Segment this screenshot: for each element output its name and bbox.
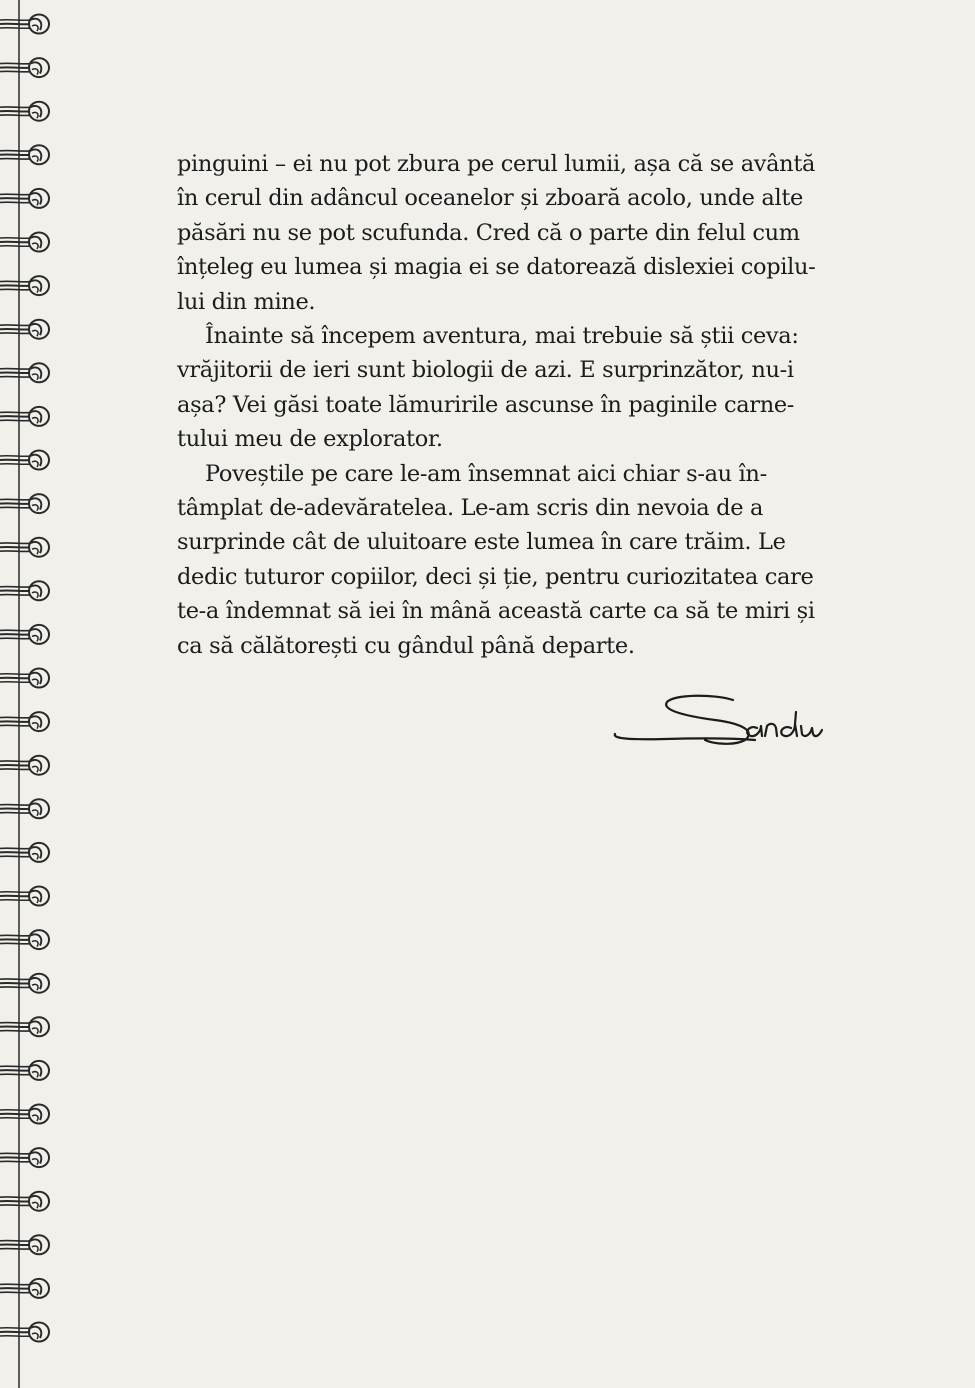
spiral-binding [0,0,60,1388]
text-line: tâmplat de-adevăratelea. Le-am scris din nevoia de a [177,495,764,522]
text-line: tului meu de explorator. [177,426,443,453]
spiral-ring-icon [0,712,49,731]
spiral-ring-icon [0,930,49,949]
text-line: în cerul din adâncul oceanelor și zboară acolo, unde alte [177,185,804,212]
text-line: lui din mine. [177,288,316,315]
spiral-ring-icon [0,1279,49,1298]
spiral-ring-icon [0,189,49,208]
text-line: pinguini – ei nu pot zbura pe cerul lumii, așa că se avântă [177,151,816,177]
text-line: Poveștile pe care le-am însemnat aici chiar s-au în- [205,460,767,487]
paragraph-2 [177,319,837,457]
spiral-ring-icon [0,58,49,77]
spiral-ring-icon [0,887,49,906]
spiral-ring-icon [0,799,49,818]
spiral-ring-icon [0,625,49,644]
spiral-ring-icon [0,320,49,339]
spiral-ring-icon [0,974,49,993]
text-line: înțeleg eu lumea și magia ei se datorează dislexiei copilu- [177,254,816,281]
text-line: te-a îndemnat să iei în mână această carte ca să te miri și [177,598,815,625]
paragraph-3 [177,457,837,663]
spiral-ring-icon [0,843,49,862]
text-line: dedic tuturor copiilor, deci și ție, pentru curiozitatea care [177,563,814,590]
text-line: păsări nu se pot scufunda. Cred că o parte din felul cum [177,219,800,246]
text-line: surprinde cât de uluitoare este lumea în care trăim. Le [177,529,786,556]
spiral-ring-icon [0,15,49,34]
spiral-ring-icon [0,363,49,382]
spiral-ring-icon [0,1323,49,1342]
spiral-ring-icon [0,451,49,470]
spiral-ring-icon [0,669,49,688]
spiral-ring-icon [0,494,49,513]
text-line: Înainte să începem aventura, mai trebuie să știi ceva: [205,323,799,350]
spiral-ring-icon [0,1105,49,1124]
spiral-ring-icon [0,233,49,252]
text-line: vrăjitorii de ieri sunt biologii de azi. E surprinzător, nu-i [177,357,794,384]
spiral-ring-icon [0,756,49,775]
paragraph-1 [177,147,837,319]
spiral-ring-icon [0,538,49,557]
text-line: ca să călătorești cu gândul până departe. [177,632,635,659]
spiral-ring-icon [0,1192,49,1211]
spiral-ring-icon [0,1061,49,1080]
page-text [177,147,837,663]
spiral-ring-icon [0,581,49,600]
spiral-ring-icon [0,276,49,295]
text-line: așa? Vei găsi toate lămuririle ascunse în paginile carne- [177,391,795,418]
spiral-ring-icon [0,1235,49,1254]
spiral-ring-icon [0,407,49,426]
spiral-ring-icon [0,145,49,164]
spiral-ring-icon [0,1017,49,1036]
spiral-ring-icon [0,1148,49,1167]
signature [605,688,830,750]
spiral-ring-icon [0,102,49,121]
